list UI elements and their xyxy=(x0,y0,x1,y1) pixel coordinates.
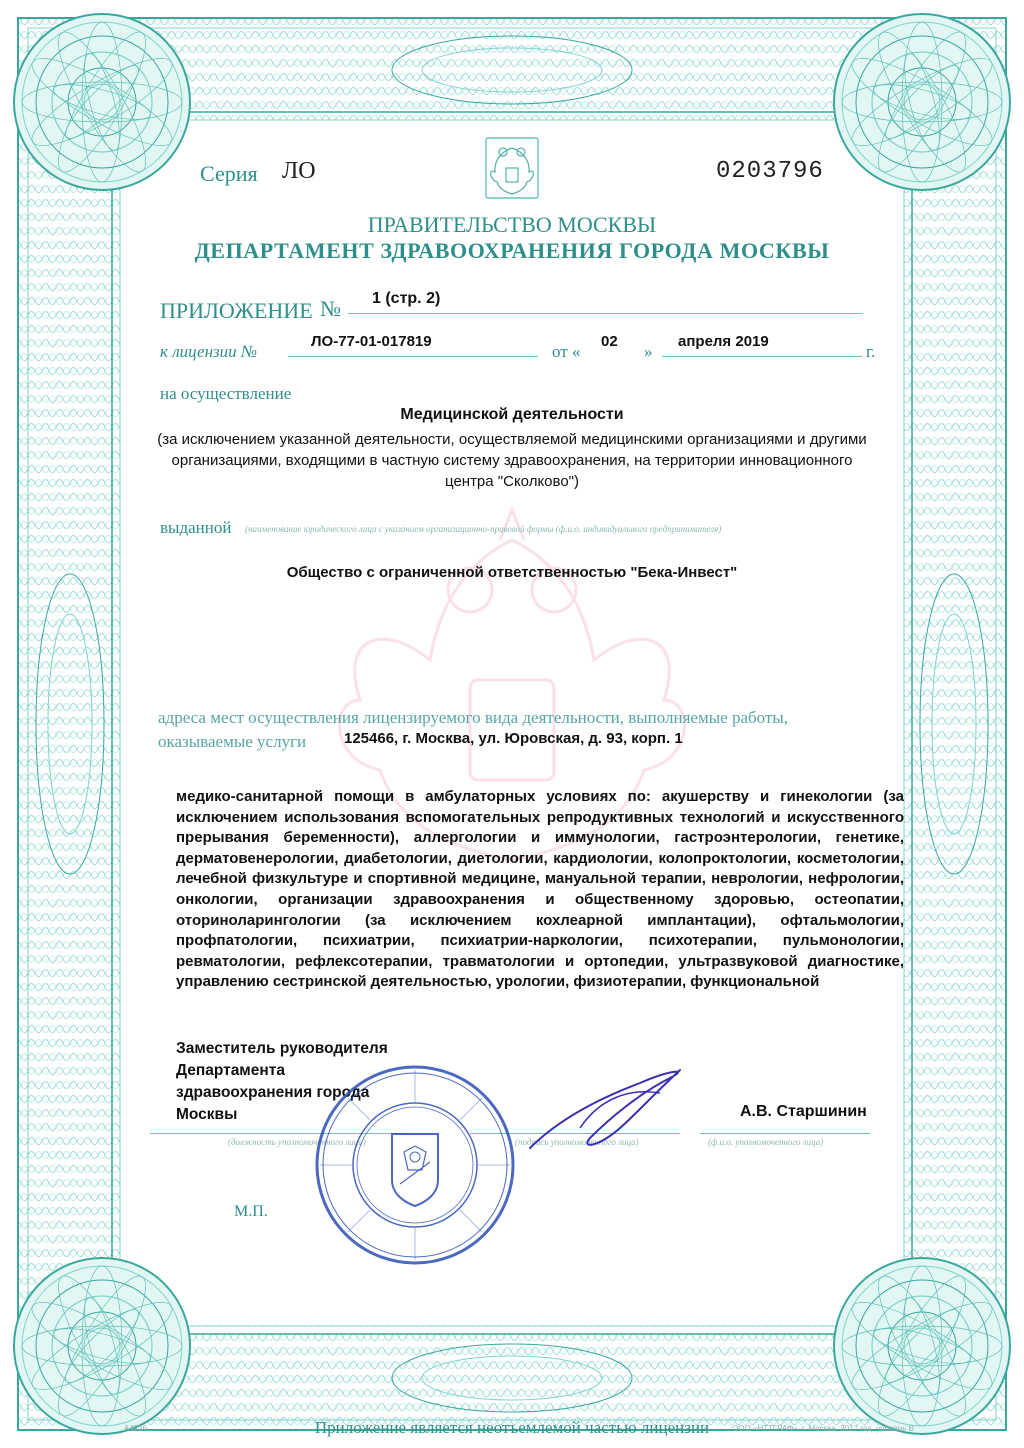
license-label: к лицензии № xyxy=(160,342,257,361)
form-code: А4236 xyxy=(124,1424,148,1433)
signer-position-line2: Департамента xyxy=(176,1062,285,1079)
address-label-line2: оказываемые услуги xyxy=(158,732,307,751)
date-quote-close: » xyxy=(644,342,653,361)
stamp-place-label: М.П. xyxy=(234,1203,268,1220)
government-title: ПРАВИТЕЛЬСТВО МОСКВЫ xyxy=(367,212,657,237)
footer-note: Приложение является неотъемлемой частью лицензии xyxy=(314,1418,710,1437)
hint-signature: (подпись уполномоченного лица) xyxy=(515,1137,639,1147)
activity-title: Медицинской деятельности xyxy=(400,406,624,423)
signer-position-line3: здравоохранения города xyxy=(176,1084,370,1101)
activity-note: (за исключением указанной деятельности, осуществляемой медицинскими организациями и другими организациями, входящими в частную систему здравоохранения, на территории инновационного центра "Сколково") xyxy=(157,431,867,490)
year-suffix: г. xyxy=(866,342,876,361)
signer-position-line1: Заместитель руководителя xyxy=(176,1040,388,1057)
printer-info: ООО «НТТГРАФ», г. Москва, 2017 год, уровень В xyxy=(732,1424,914,1433)
appendix-number: 1 (стр. 2) xyxy=(372,290,441,307)
issued-hint: (наименование юридического лица с указанием организационно-правовой формы (ф.и.о. индивидуального предпринимателя) xyxy=(245,524,722,534)
hint-name: (ф.и.о. уполномоченного лица) xyxy=(708,1137,824,1147)
hint-position: (должность уполномоченного лица) xyxy=(228,1137,366,1147)
issued-label: выданной xyxy=(160,518,232,537)
signer-name: А.В. Старшинин xyxy=(740,1103,867,1120)
appendix-label: ПРИЛОЖЕНИЕ xyxy=(160,298,313,323)
signer-position-line4: Москвы xyxy=(176,1106,238,1123)
coat-of-arms-icon xyxy=(486,138,538,198)
date-from-label: от « xyxy=(552,342,581,361)
date-month-year: апреля 2019 xyxy=(678,333,769,350)
official-stamp xyxy=(312,1062,518,1268)
address-label-line1: адреса мест осуществления лицензируемого вида деятельности, выполняемые работы, xyxy=(158,708,789,727)
services-text: медико-санитарной помощи в амбулаторных условиях по: акушерству и гинекологии (за исключением использования вспомогательных репродуктивных технологий и искусственного прерывания беременности), аллергологии и иммунологии, гастроэнтерологии, генетике, дерматовенерологии, диабетологии, диетологии, кардиологии, колопроктологии, косметологии, лечебной физкультуре и спортивной медицине, мануальной терапии, неврологии, нефрологии, онкологии, организации здравоохранения и общественному здоровью, остеопатии, оториноларингологии (за исключением кохлеарной имплантации), офтальмологии, профпатологии, психиатрии, психиатрии-наркологии, психотерапии, пульмонологии, ревматологии, рефлексотерапии, травматологии и ортопедии, ультразвуковой диагностике, управлению сестринской деятельностью, урологии, физиотерапии, функциональной xyxy=(176,788,904,991)
organization-name: Общество с ограниченной ответственностью "Бека-Инвест" xyxy=(286,564,738,581)
activity-label: на осуществление xyxy=(160,384,292,403)
license-number: ЛО-77-01-017819 xyxy=(311,333,432,350)
document-number: 0203796 xyxy=(716,158,824,185)
series-value: ЛО xyxy=(282,158,316,184)
handwritten-signature xyxy=(520,1058,700,1168)
department-title: ДЕПАРТАМЕНТ ЗДРАВООХРАНЕНИЯ ГОРОДА МОСКВЫ xyxy=(194,238,830,263)
address-value: 125466, г. Москва, ул. Юровская, д. 93, корп. 1 xyxy=(344,730,683,747)
date-day: 02 xyxy=(601,333,618,350)
appendix-number-sign: № xyxy=(320,296,341,321)
series-label: Серия xyxy=(200,161,258,186)
